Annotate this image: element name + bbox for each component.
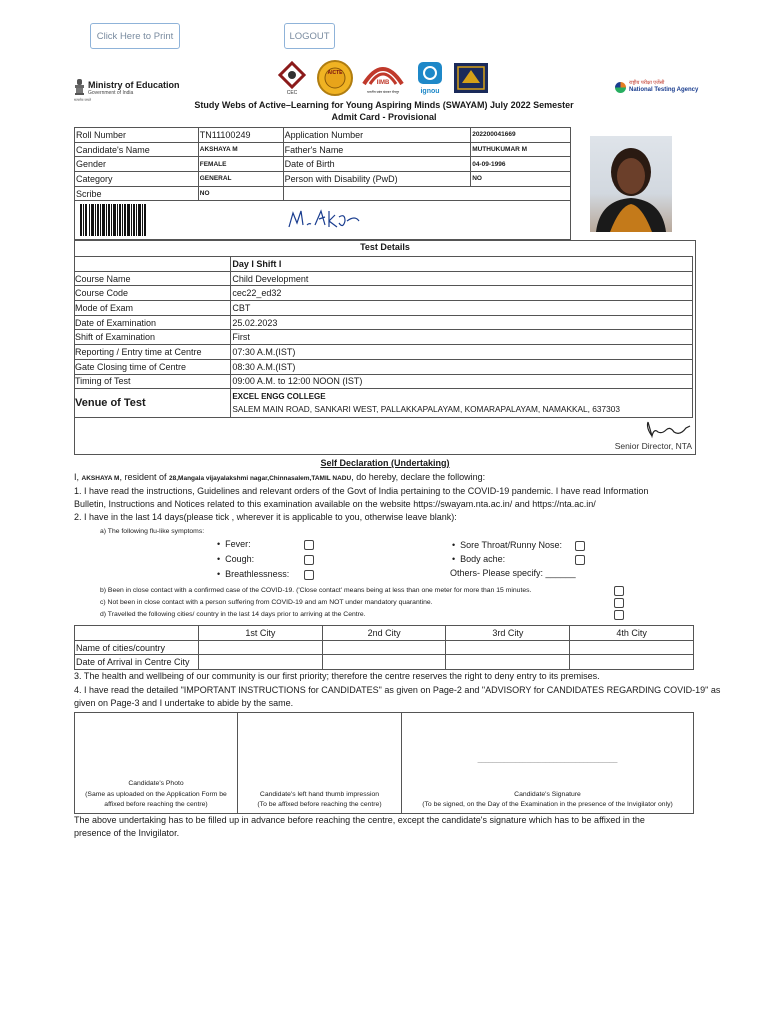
reporting-label: Reporting / Entry time at Centre [74, 345, 231, 360]
signature-line: _____________________________________ [477, 756, 618, 763]
shift-value: First [231, 330, 693, 345]
motto: सत्यमेव जयते [74, 98, 92, 102]
table-row [74, 257, 693, 272]
sore-throat-checkbox[interactable] [575, 541, 585, 551]
gender-label: Gender [75, 157, 199, 172]
table-row [74, 301, 693, 316]
declarant-address: 28,Mangala vijayalakshmi nagar,Chinnasalem,TAMIL NADU [169, 475, 352, 482]
declaration-intro: I, AKSHAYA M, resident of 28,Mangala vijayalakshmi nagar,Chinnasalem,TAMIL NADU, do hereby, declare the following: [74, 472, 486, 482]
declaration-point-4a: 4. I have read the detailed "IMPORTANT INSTRUCTIONS for CANDIDATES" as given on Page-2 and "ADVISORY for CANDIDATES REGARDING COVID-19" as [74, 685, 721, 695]
declaration-point-2: 2. I have in the last 14 days(please tick , wherever it is applicable to you, otherwise leave blank): [74, 512, 457, 522]
table-row [74, 286, 693, 301]
ministry-name: Ministry of Education [88, 80, 180, 90]
others-specify: Others- Please specify: ______ [450, 568, 576, 578]
gate-closing-value: 08:30 A.M.(IST) [231, 359, 693, 374]
table-row [74, 374, 693, 389]
travel-text: d) Travelled the following cities/ country in the last 14 days prior to arriving at the Centre. [100, 611, 366, 618]
name-value: AKSHAYA M [198, 142, 283, 157]
table-row [75, 172, 571, 187]
national-emblem-icon [74, 78, 85, 98]
body-ache-item: • Body ache: [452, 554, 506, 564]
aicte-logo [314, 60, 356, 96]
city-header-1: 1st City [198, 626, 322, 641]
pwd-label: Person with Disability (PwD) [283, 172, 471, 187]
footer-note-b: presence of the Invigilator. [74, 828, 180, 838]
table-row [75, 142, 571, 157]
course-code-label: Course Code [74, 286, 231, 301]
svg-text:CEC: CEC [286, 90, 298, 95]
reporting-value: 07:30 A.M.(IST) [231, 345, 693, 360]
city-header-2: 2nd City [322, 626, 446, 641]
close-contact-checkbox[interactable] [614, 586, 624, 596]
father-value: MUTHUKUMAR M [471, 142, 571, 157]
day-shift: Day I Shift I [231, 257, 693, 272]
director-title: Senior Director, NTA [614, 441, 692, 451]
dob-label: Date of Birth [283, 157, 471, 172]
nta-hindi: राष्ट्रीय परीक्षा एजेंसी [629, 80, 665, 86]
test-details-table [74, 256, 693, 418]
nta-emblem-icon [614, 81, 627, 94]
mode-label: Mode of Exam [74, 301, 231, 316]
candidate-signature [285, 205, 365, 233]
table-row [74, 389, 693, 418]
course-name-value: Child Development [231, 271, 693, 286]
timing-value: 09:00 A.M. to 12:00 NOON (IST) [231, 374, 693, 389]
no-contact-checkbox[interactable] [614, 598, 624, 608]
candidate-signature-box [401, 712, 694, 814]
svg-text:IIMB: IIMB [376, 80, 390, 86]
print-button[interactable]: Click Here to Print [90, 23, 180, 49]
ministry-sub: Government of India [88, 90, 134, 96]
declarant-name: AKSHAYA M [81, 475, 120, 482]
father-label: Father's Name [283, 142, 471, 157]
table-row [75, 186, 571, 201]
table-row [74, 271, 693, 286]
ministry-header [74, 78, 180, 98]
cough-checkbox[interactable] [304, 555, 314, 565]
nta-logo [614, 80, 698, 94]
dob-value: 04-09-1996 [471, 157, 571, 172]
svg-text:ignou: ignou [420, 88, 440, 95]
logout-button[interactable]: LOGOUT [284, 23, 335, 49]
shift-label: Shift of Examination [74, 330, 231, 345]
photo-box-title: Candidate's Photo [128, 780, 184, 787]
nta-name: National Testing Agency [629, 87, 699, 93]
table-row [74, 345, 693, 360]
declaration-point-4b: given on Page-3 and I undertake to abide by the same. [74, 698, 294, 708]
table-row [75, 128, 571, 143]
application-label: Application Number [283, 128, 471, 143]
roll-value: TN11100249 [198, 128, 283, 143]
course-code-value: cec22_ed32 [231, 286, 693, 301]
course-name-label: Course Name [74, 271, 231, 286]
arrival-2-input[interactable] [322, 655, 446, 670]
photo-box-note-1: (Same as uploaded on the Application Form be [85, 791, 227, 798]
venue-name: EXCEL ENGG COLLEGE [232, 392, 326, 402]
photo-box-note-2: affixed before reaching the centre) [104, 801, 208, 808]
roll-label: Roll Number [75, 128, 199, 143]
table-row [75, 655, 694, 670]
table-row [74, 315, 693, 330]
city-2-input[interactable] [322, 640, 446, 655]
exam-title: Study Webs of Active–Learning for Young Aspiring Minds (SWAYAM) July 2022 Semester [194, 100, 574, 110]
gender-value: FEMALE [198, 157, 283, 172]
declaration-heading: Self Declaration (Undertaking) [320, 458, 450, 468]
footer-note-a: The above undertaking has to be filled up in advance before reaching the centre, except the candidate's signature which has to be affixed in the [74, 815, 645, 825]
scribe-label: Scribe [75, 186, 199, 201]
travel-cities-table [74, 625, 694, 670]
exam-date-value: 25.02.2023 [231, 315, 693, 330]
city-header-3: 3rd City [446, 626, 570, 641]
candidate-table [74, 127, 571, 201]
symptoms-label: a) The following flu-like symptoms: [100, 528, 205, 535]
table-row [74, 330, 693, 345]
city-1-input[interactable] [198, 640, 322, 655]
fever-checkbox[interactable] [304, 540, 314, 550]
sore-throat-item: • Sore Throat/Runny Nose: [452, 540, 563, 550]
breathlessness-item: • Breathlessness: [217, 569, 290, 579]
signature-box-title: Candidate's Signature [514, 791, 581, 798]
table-row [75, 640, 694, 655]
cec-logo [278, 60, 306, 96]
thumb-box-title: Candidate's left hand thumb impression [259, 791, 380, 798]
table-row [74, 359, 693, 374]
city-header-4: 4th City [570, 626, 694, 641]
travel-checkbox[interactable] [614, 610, 624, 620]
declaration-point-1b: Bulletin, Instructions and Notices related to this examination available on the website https://swayam.nta.ac.in/ and https://nta.ac.in/ [74, 499, 596, 509]
name-label: Candidate's Name [75, 142, 199, 157]
category-label: Category [75, 172, 199, 187]
pwd-value: NO [471, 172, 571, 187]
institute-shield-logo [452, 60, 490, 96]
table-row [75, 157, 571, 172]
iimb-logo [358, 60, 408, 96]
category-value: GENERAL [198, 172, 283, 187]
table-row [75, 626, 694, 641]
arrival-3-input[interactable] [446, 655, 570, 670]
city-3-input[interactable] [446, 640, 570, 655]
thumb-box-note: (To be affixed before reaching the centre) [257, 801, 382, 808]
breathlessness-checkbox[interactable] [304, 570, 314, 580]
cities-label: Name of cities/country [75, 640, 199, 655]
no-contact-text: c) Not been in close contact with a person suffering from COVID-19 and am NOT under mandatory quarantine. [100, 599, 433, 606]
venue-address: SALEM MAIN ROAD, SANKARI WEST, PALLAKKAPALAYAM, KOMARAPALAYAM, NAMAKKAL, 637303 [232, 404, 620, 415]
mode-value: CBT [231, 301, 693, 316]
test-details-heading: Test Details [360, 242, 410, 252]
ignou-logo [414, 60, 446, 96]
city-4-input[interactable] [570, 640, 694, 655]
candidate-photo [590, 136, 672, 232]
close-contact-text: b) Been in close contact with a confirmed case of the COVID-19. ('Close contact' means being at less than one meter for more than 15 minutes. [100, 587, 532, 594]
barcode-icon [80, 204, 148, 236]
signature-box-note: (To be signed, on the Day of the Examination in the presence of the Invigilator only) [422, 801, 673, 808]
svg-text:भारतीय प्रबंध संस्थान बेंगलूर: भारतीय प्रबंध संस्थान बेंगलूर [366, 90, 400, 94]
photo-box [74, 712, 238, 814]
arrival-label: Date of Arrival in Centre City [75, 655, 199, 670]
exam-date-label: Date of Examination [74, 315, 231, 330]
declaration-point-3: 3. The health and wellbeing of our community is our first priority; therefore the centre reserves the right to deny entry to its premises. [74, 671, 600, 681]
timing-label: Timing of Test [74, 374, 231, 389]
body-ache-checkbox[interactable] [575, 555, 585, 565]
gate-closing-label: Gate Closing time of Centre [74, 359, 231, 374]
arrival-4-input[interactable] [570, 655, 694, 670]
cough-item: • Cough: [217, 554, 255, 564]
admit-card-title: Admit Card - Provisional [331, 112, 437, 122]
svg-text:AICTE: AICTE [327, 70, 343, 76]
arrival-1-input[interactable] [198, 655, 322, 670]
declaration-point-1a: 1. I have read the instructions, Guidelines and relevant orders of the Govt of India pertaining to the COVID-19 pandemic. I have read Information [74, 486, 649, 496]
fever-item: • Fever: [217, 539, 251, 549]
scribe-value: NO [198, 186, 283, 201]
application-value: 202200041669 [471, 128, 571, 143]
thumb-impression-box [237, 712, 402, 814]
director-signature [644, 418, 694, 440]
venue-label: Venue of Test [74, 389, 231, 418]
